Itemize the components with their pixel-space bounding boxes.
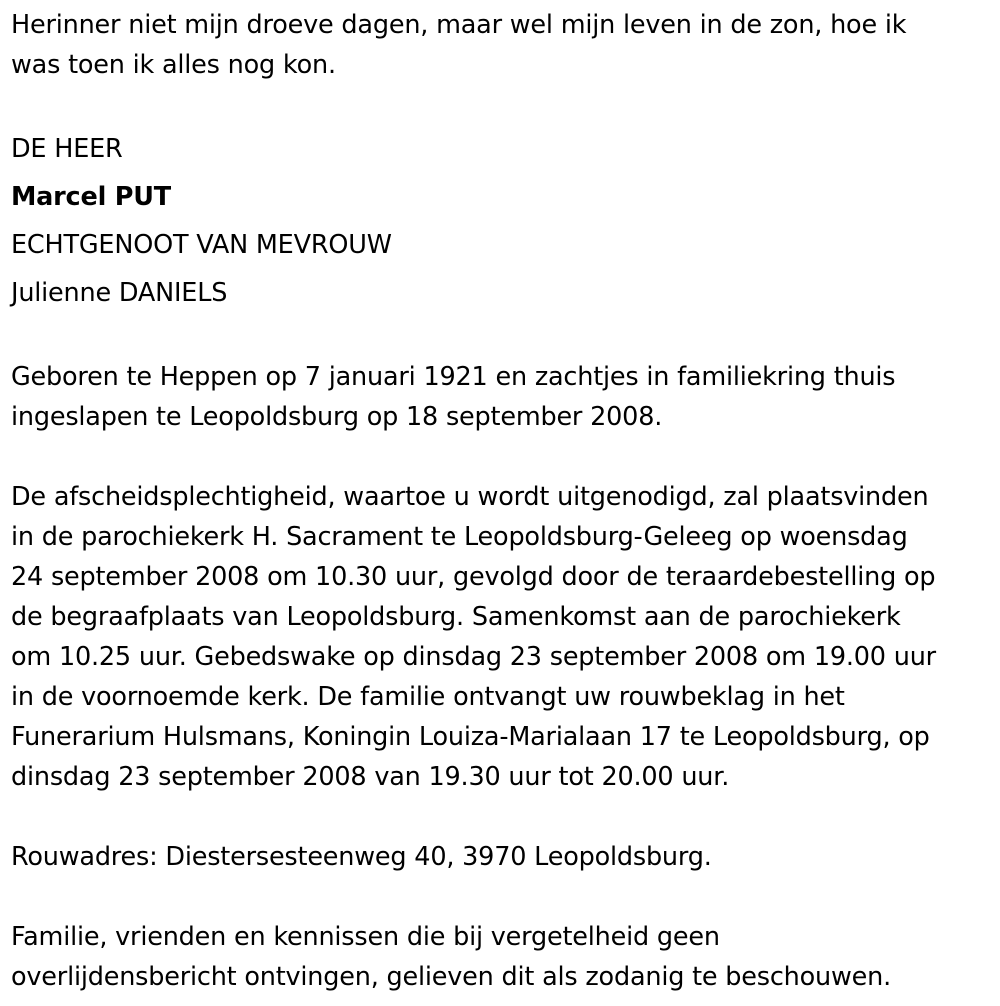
address-paragraph [11,837,991,877]
closing-line: overlijdensbericht ontvingen, gelieven dit als zodanig te beschouwen. [11,962,892,992]
motto-line: Herinner niet mijn droeve dagen, maar wel mijn leven in de zon, hoe ik [11,10,907,40]
mourning-address: Rouwadres: Diestersesteenweg 40, 3970 Leopoldsburg. [11,842,712,872]
ceremony-line: de begraafplaats van Leopoldsburg. Samenkomst aan de parochiekerk [11,602,901,632]
paragraph-spacer [11,85,991,125]
motto-paragraph [11,5,991,85]
paragraph-spacer [11,317,991,357]
birth-death-line: Geboren te Heppen op 7 januari 1921 en zachtjes in familiekring thuis [11,362,896,392]
birth-death-line: ingeslapen te Leopoldsburg op 18 september 2008. [11,402,663,432]
deceased-name: Marcel PUT [11,182,171,212]
ceremony-line: om 10.25 uur. Gebedswake op dinsdag 23 september 2008 om 19.00 uur [11,642,936,672]
paragraph-spacer [11,437,991,477]
ceremony-line: dinsdag 23 september 2008 van 19.30 uur tot 20.00 uur. [11,762,730,792]
motto-line: was toen ik alles nog kon. [11,50,336,80]
ceremony-line: in de parochiekerk H. Sacrament te Leopoldsburg-Geleeg op woensdag [11,522,908,552]
birth-death-paragraph [11,357,991,437]
relation: ECHTGENOOT VAN MEVROUW [11,230,392,260]
ceremony-line: Funerarium Hulsmans, Koningin Louiza-Marialaan 17 te Leopoldsburg, op [11,722,930,752]
ceremony-line: De afscheidsplechtigheid, waartoe u wordt uitgenodigd, zal plaatsvinden [11,482,929,512]
ceremony-paragraph [11,477,991,797]
paragraph-spacer [11,877,991,917]
ceremony-line: in de voornoemde kerk. De familie ontvangt uw rouwbeklag in het [11,682,845,712]
deceased-block [11,125,991,317]
closing-paragraph [11,917,991,997]
ceremony-line: 24 september 2008 om 10.30 uur, gevolgd door de teraardebestelling op [11,562,936,592]
paragraph-spacer [11,797,991,837]
honorific: DE HEER [11,134,123,164]
obituary-document [11,0,991,997]
spouse-name: Julienne DANIELS [11,278,228,308]
closing-line: Familie, vrienden en kennissen die bij vergetelheid geen [11,922,720,952]
